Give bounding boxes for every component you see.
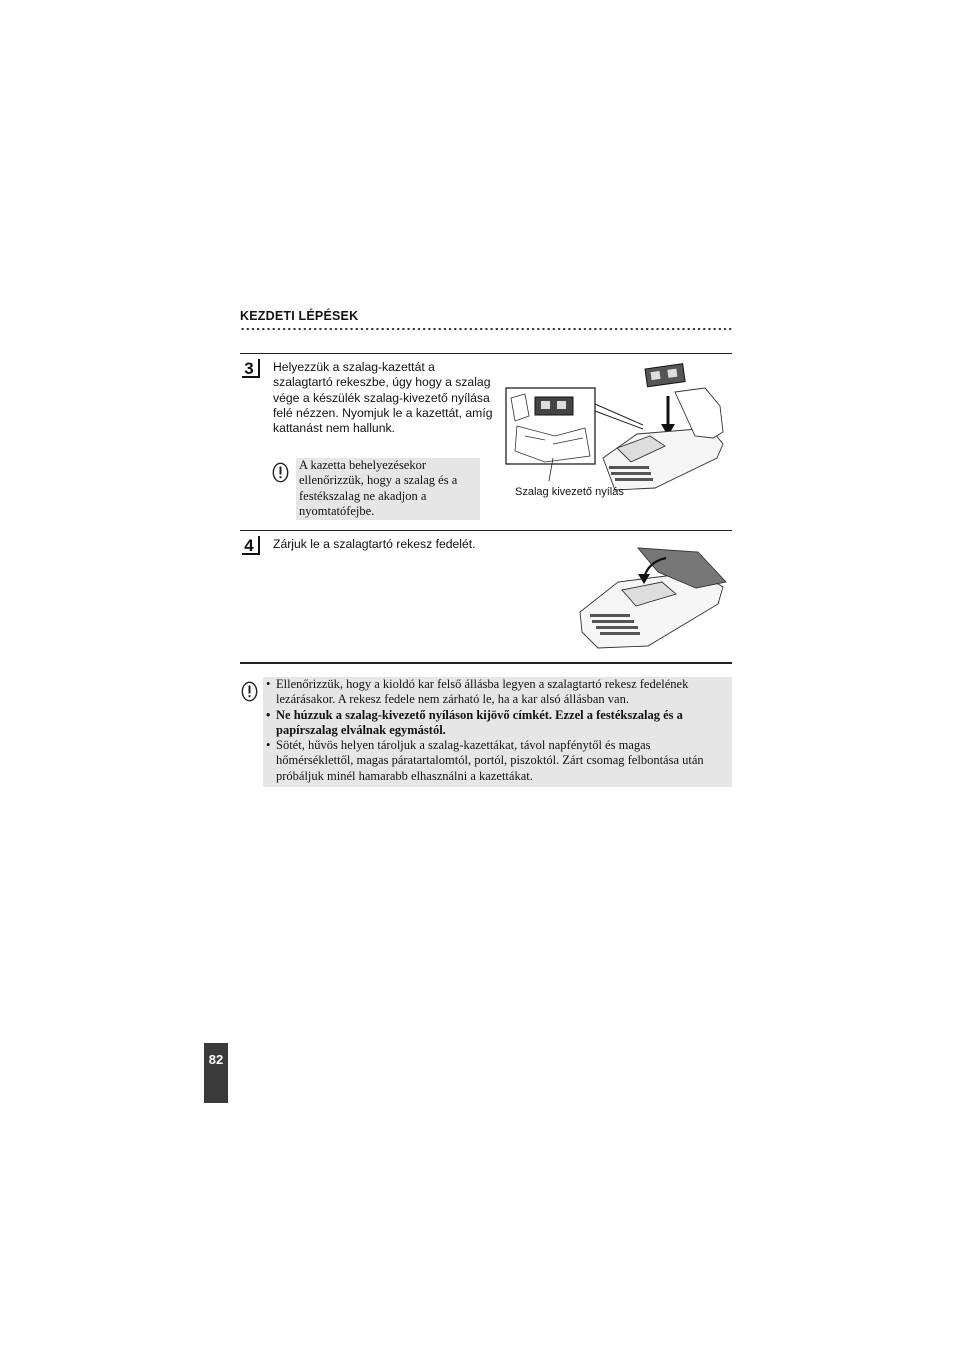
warning-icon: [272, 462, 289, 483]
notes-box: [263, 677, 732, 787]
list-item: • Ne húzzuk a szalag-kivezető nyíláson kijövő címkét. Ezzel a festékszalag és a papírszalag elválnak egymástól.: [263, 708, 730, 739]
step-4-text: Zárjuk le a szalagtartó rekesz fedelét.: [273, 537, 476, 551]
warning-icon: [241, 681, 258, 702]
step-4-number: 4: [242, 536, 260, 555]
dotted-divider: [240, 326, 732, 332]
cassette-illustration: [535, 397, 573, 415]
figure-caption: Szalag kivezető nyílás: [515, 486, 624, 498]
step-4-top-rule: [240, 530, 732, 531]
list-item: • Sötét, hűvös helyen tároljuk a szalag-kazettákat, távol napfénytől és magas hőmérséklettől, magas páratartalomtól, portól, piszoktól. Zárt csomag felbontása után próbáljuk minél hamarabb elhasználni a kazettákat.: [263, 738, 730, 784]
printer-illustration: [505, 366, 730, 490]
notes-list: [263, 677, 732, 784]
list-item: • Ellenőrizzük, hogy a kioldó kar felső állásba legyen a szalagtartó rekesz fedelének lezárásakor. A rekesz fedele nem zárható le, ha a kar alsó állásban van.: [263, 677, 730, 708]
step-3-top-rule: [240, 353, 732, 354]
step-3-number: 3: [242, 359, 260, 378]
notes-top-rule: [240, 662, 732, 664]
arrow-down-icon: [661, 396, 675, 436]
page-number: 82: [204, 1043, 228, 1103]
printer-illustration: [578, 542, 728, 650]
step-3-note: A kazetta behelyezésekor ellenőrizzük, hogy a szalag és a festékszalag ne akadjon a nyomtatófejbe.: [296, 458, 480, 520]
step-3-text: Helyezzük a szalag-kazettát a szalagtartó rekeszbe, úgy hogy a szalag vége a készülék szalag-kivezető nyílása felé nézzen. Nyomjuk le a kazettát, amíg kattanást nem hallunk.: [273, 360, 493, 436]
section-title: KEZDETI LÉPÉSEK: [240, 309, 359, 323]
